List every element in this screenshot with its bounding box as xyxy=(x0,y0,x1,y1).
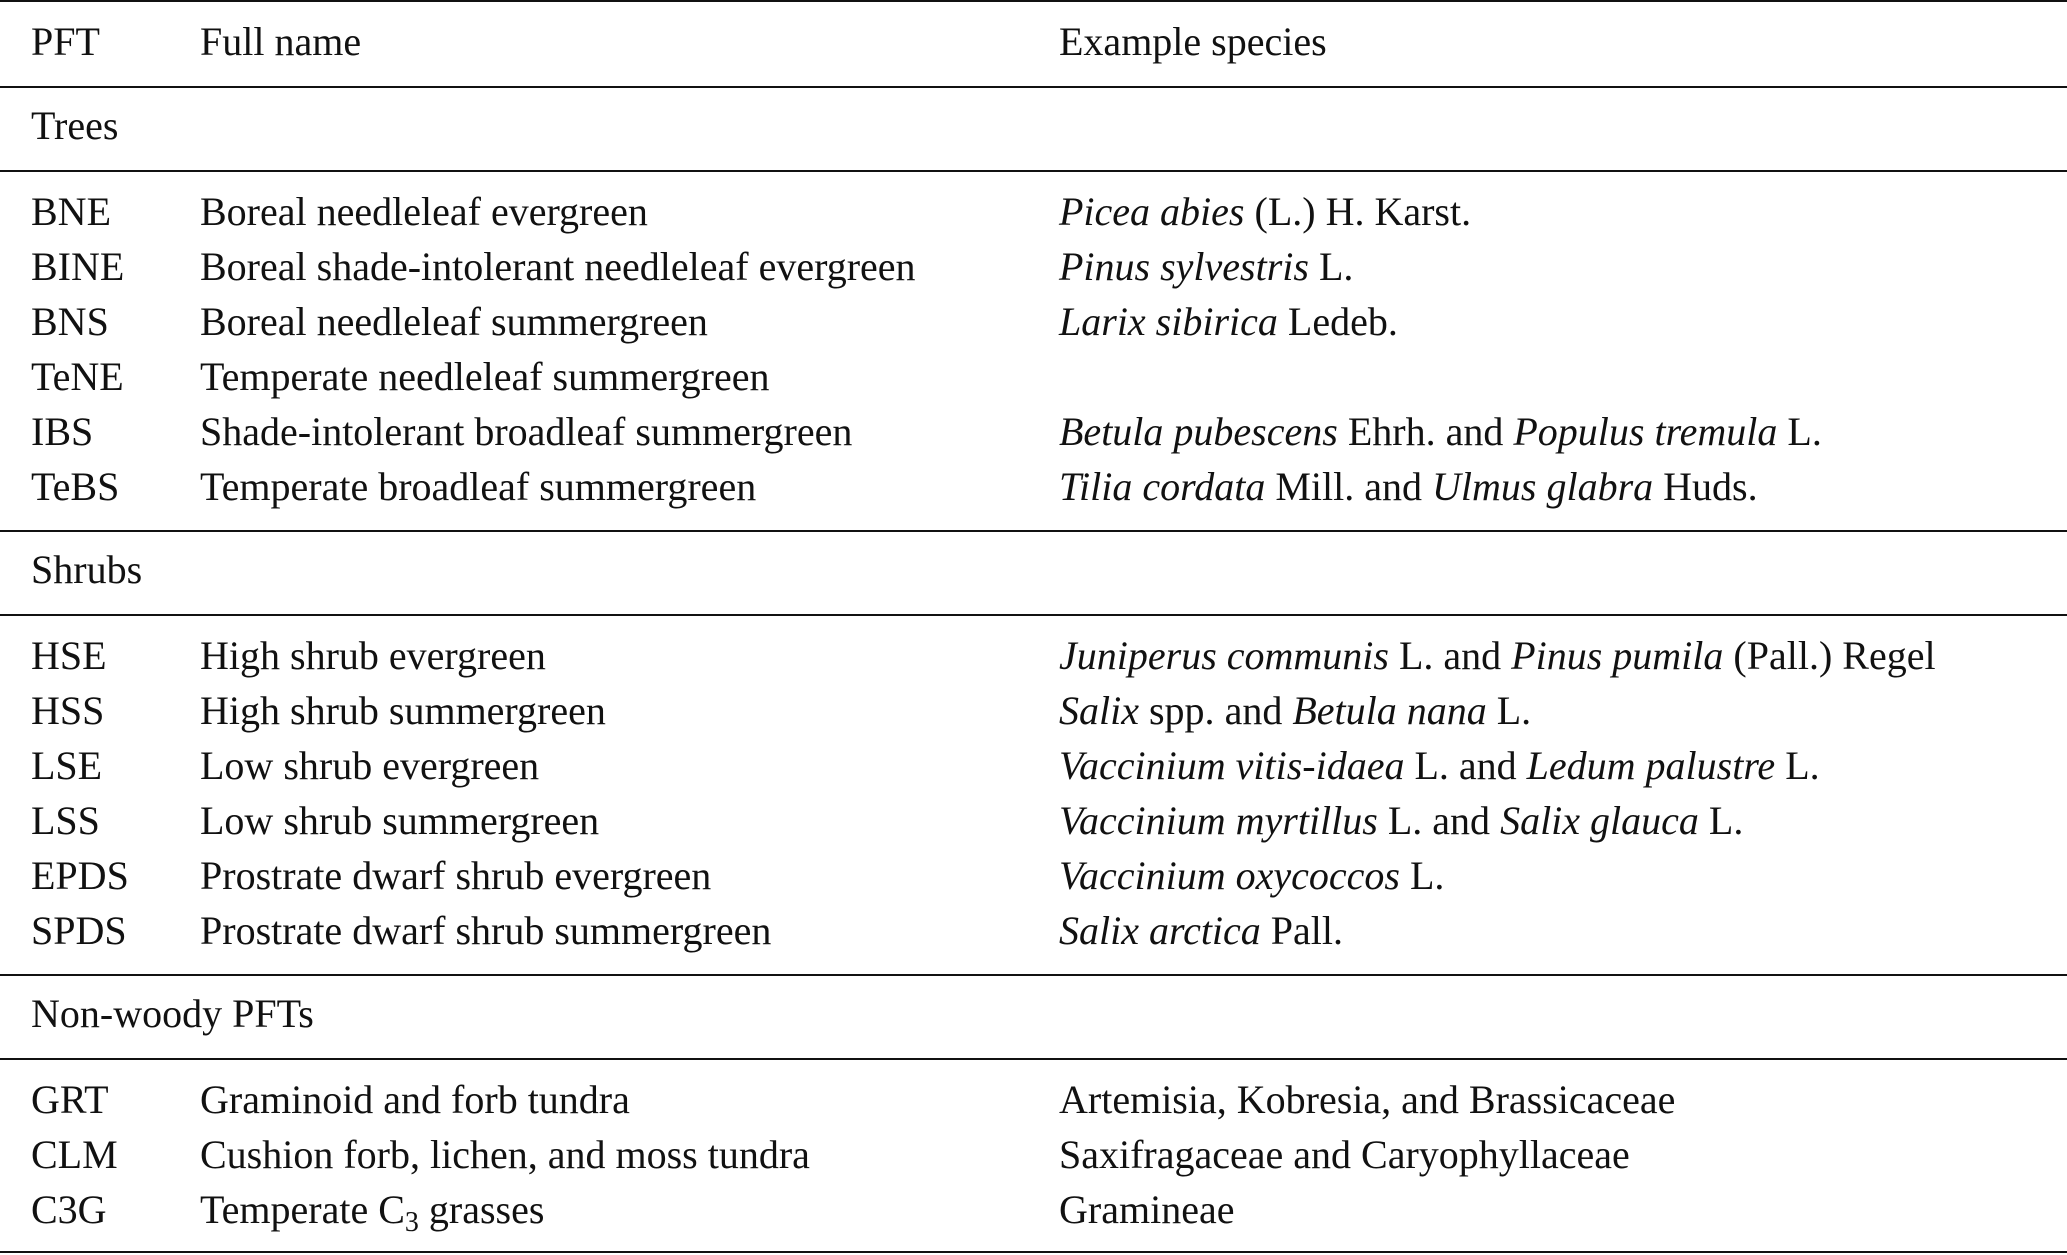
table-row xyxy=(0,294,2067,349)
table-row xyxy=(0,738,2067,793)
example-species: Tilia cordata Mill. and Ulmus glabra Huds. xyxy=(1059,464,1758,509)
table-header xyxy=(0,14,2067,69)
shrubs-top-rule xyxy=(0,530,2067,532)
example-species: Pinus sylvestris L. xyxy=(1059,244,1354,289)
pft-code: CLM xyxy=(31,1132,118,1177)
example-species: Betula pubescens Ehrh. and Populus tremula L. xyxy=(1059,409,1822,454)
full-name: High shrub evergreen xyxy=(200,633,546,678)
pft-code: SPDS xyxy=(31,908,127,953)
example-species: Vaccinium oxycoccos L. xyxy=(1059,853,1445,898)
table-row xyxy=(0,793,2067,848)
full-name: Temperate needleleaf summergreen xyxy=(200,354,770,399)
pft-code: TeBS xyxy=(31,464,120,509)
pft-code: BNE xyxy=(31,189,111,234)
table-row xyxy=(0,349,2067,404)
pft-code: IBS xyxy=(31,409,94,454)
full-name: Prostrate dwarf shrub evergreen xyxy=(200,853,712,898)
full-name: Boreal needleleaf summergreen xyxy=(200,299,708,344)
table-row xyxy=(0,404,2067,459)
example-species: Salix spp. and Betula nana L. xyxy=(1059,688,1532,733)
pft-code: EPDS xyxy=(31,853,129,898)
table-row xyxy=(0,683,2067,738)
pft-code: HSS xyxy=(31,688,105,733)
pft-code: BNS xyxy=(31,299,109,344)
full-name: Temperate broadleaf summergreen xyxy=(200,464,757,509)
shrubs-heading-rule xyxy=(0,614,2067,616)
full-name: High shrub summergreen xyxy=(200,688,606,733)
full-name: Shade-intolerant broadleaf summergreen xyxy=(200,409,853,454)
table-row xyxy=(0,239,2067,294)
table-row xyxy=(0,1127,2067,1182)
pft-code: BINE xyxy=(31,244,125,289)
example-species: Vaccinium myrtillus L. and Salix glauca L. xyxy=(1059,798,1744,843)
full-name: Prostrate dwarf shrub summergreen xyxy=(200,908,772,953)
full-name: Temperate $C_3$ grasses xyxy=(200,1187,545,1238)
example-species: Gramineae xyxy=(1059,1187,1235,1232)
nonwoody-top-rule xyxy=(0,974,2067,976)
section-non-woody: Non-woody PFTs xyxy=(31,991,314,1036)
example-species: Artemisia, Kobresia, and Brassicaceae xyxy=(1059,1077,1676,1122)
pft-code: LSS xyxy=(31,798,100,843)
full-name: Boreal needleleaf evergreen xyxy=(200,189,648,234)
example-species: Larix sibirica Ledeb. xyxy=(1059,299,1398,344)
section-shrubs: Shrubs xyxy=(31,547,143,592)
header-full-name: Full name xyxy=(200,19,362,64)
header-example-species: Example species xyxy=(1059,19,1327,64)
full-name: Boreal shade-intolerant needleleaf evergreen xyxy=(200,244,916,289)
example-species: Vaccinium vitis-idaea L. and Ledum palustre L. xyxy=(1059,743,1820,788)
pft-code: LSE xyxy=(31,743,103,788)
header-rule xyxy=(0,86,2067,88)
table-row xyxy=(0,184,2067,239)
top-rule xyxy=(0,0,2067,2)
table-row xyxy=(0,848,2067,903)
example-species: Saxifragaceae and Caryophyllaceae xyxy=(1059,1132,1630,1177)
table-row xyxy=(0,1182,2067,1237)
example-species: Juniperus communis L. and Pinus pumila (Pall.) Regel xyxy=(1059,633,1936,678)
header-pft: PFT xyxy=(31,19,100,64)
full-name: Low shrub evergreen xyxy=(200,743,540,788)
full-name: Low shrub summergreen xyxy=(200,798,600,843)
pft-code: HSE xyxy=(31,633,107,678)
bottom-rule xyxy=(0,1251,2067,1253)
full-name: Cushion forb, lichen, and moss tundra xyxy=(200,1132,810,1177)
pft-code: TeNE xyxy=(31,354,124,399)
example-species: Picea abies (L.) H. Karst. xyxy=(1059,189,1472,234)
section-trees: Trees xyxy=(31,103,119,148)
pft-code: C3G xyxy=(31,1187,107,1232)
table-row xyxy=(0,459,2067,514)
table-row xyxy=(0,903,2067,958)
table-row xyxy=(0,1072,2067,1127)
full-name: Graminoid and forb tundra xyxy=(200,1077,630,1122)
example-species: Salix arctica Pall. xyxy=(1059,908,1344,953)
table-row xyxy=(0,628,2067,683)
pft-code: GRT xyxy=(31,1077,109,1122)
trees-heading-rule xyxy=(0,170,2067,172)
nonwoody-heading-rule xyxy=(0,1058,2067,1060)
